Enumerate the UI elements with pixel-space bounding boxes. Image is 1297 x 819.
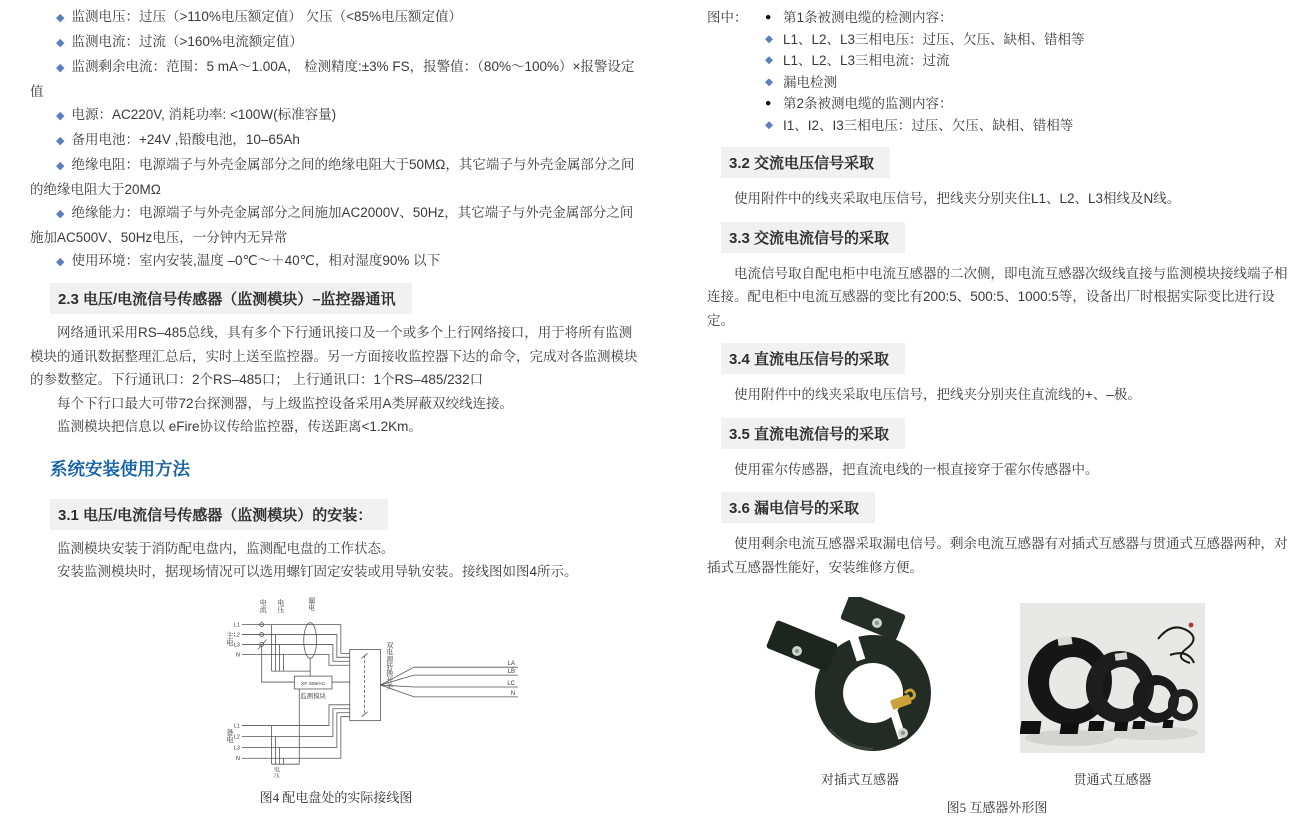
diamond-bullet-icon: ◆ [56,256,65,268]
photo-through-type-ct [1020,603,1205,758]
fig4-out-line-label: LA [507,660,515,667]
spec-bullet [30,103,642,128]
diamond-bullet-icon: ◆ [56,37,65,49]
fig4-main-line-label: L2 [233,632,240,639]
note-text: 第2条被测电缆的监测内容： [783,96,953,111]
left-column [30,0,642,806]
figure4-caption: 图4 配电盘处的实际接线图 [259,789,413,805]
fig4-switch-label: 双电源转换开关 [384,640,392,690]
spec-text: 绝缘电阻：电源端子与外壳金属部分之间的绝缘电阻大于50MΩ，其它端子与外壳金属部分之间的绝缘电阻大于20MΩ [30,157,635,197]
circle-bullet-icon: ● [765,11,772,23]
spec-text: 监测电流：过流（>160%电流额定值） [71,34,303,49]
spec-text: 监测剩余电流：范围：5 mA～1.00A， 检测精度:±3% FS，报警值：（80%～100%）×报警设定值 [30,59,635,99]
spec-bullet [30,5,642,30]
note-item [765,7,1085,29]
note-text: L1、L2、L3三相电压：过压、欠压、缺相、错相等 [783,31,1085,47]
section-heading-3-6: 3.6 漏电信号的采取 [721,492,875,523]
diamond-bullet-icon: ◆ [765,118,774,131]
diamond-bullet-icon: ◆ [56,160,65,172]
fig4-module-model: XF-309/AC [300,681,326,687]
spec-bullet [30,55,642,103]
section-3-1-paragraph: 安装监测模块时，据现场情况可以选用螺钉固定安装或用导轨安装。接线图如图4所示。 [57,564,578,579]
note-item [765,72,1085,94]
spec-text: 使用环境：室内安装,温度 –0℃～＋40℃，相对湿度90% 以下 [71,253,441,268]
figure5 [707,593,1295,819]
section-3-1-paragraph: 监测模块安装于消防配电盘内，监测配电盘的工作状态。 [57,540,395,556]
section-3-6-paragraph: 使用剩余电流互感器采取漏电信号。剩余电流互感器有对插式互感器与贯通式互感器两种，对插式互感器性能好，安装维修方便。 [707,536,1288,575]
fig4-out-line-label: LB [507,668,515,675]
fig4-label-leakage: 漏电 [306,596,314,611]
note-item [765,115,1085,137]
diamond-bullet-icon: ◆ [56,12,65,24]
figure-notes-label: 图中： [707,10,748,25]
diamond-bullet-icon: ◆ [765,75,774,88]
fig4-label-current: 电流 [258,598,266,613]
note-text: I1、I2、I3三相电压：过压、欠压、缺相、错相等 [783,117,1074,133]
note-text: 漏电检测 [783,74,837,90]
figure-notes [707,0,1295,136]
fig4-label-main-power: 主电 [225,631,235,646]
section-3-2-paragraph: 使用附件中的线夹采取电压信号，把线夹分别夹住L1、L2、L3相线及N线。 [734,191,1181,206]
section-heading-3-5: 3.5 直流电流信号的采取 [721,418,905,449]
section-heading-3-1: 3.1 电压/电流信号传感器（监测模块）的安装： [50,499,388,530]
section-2-3-paragraph: 网络通讯采用RS–485总线，具有多个下行通讯接口及一个或多个上行网络接口，用于将所有监测模块的通讯数据整理汇总后，实时上送至监控器。另一方面接收监控器下达的命令，完成对各监测模块的参数整定。下行通讯口：2个RS–485口； 上行通讯口：1个RS–485/232口 [30,325,638,387]
photo-left-caption: 对插式互感器 [820,772,899,787]
spec-text: 绝缘能力：电源端子与外壳金属部分之间施加AC2000V、50Hz，其它端子与外壳金属部分之间施加AC500V、50Hz电压，一分钟内无异常 [30,205,634,245]
section-3-5-paragraph: 使用霍尔传感器，把直流电线的一根直接穿于霍尔传感器中。 [734,461,1099,477]
spec-bullet [30,249,642,274]
figure5-caption: 图5 互感器外形图 [946,800,1048,815]
spec-bullet [30,30,642,55]
spec-bullet [30,153,642,201]
diamond-bullet-icon: ◆ [765,32,774,45]
fig4-label-backup-power: 备电 [225,728,235,743]
photo-split-type-ct [755,597,965,770]
section-heading-2-3: 2.3 电压/电流信号传感器（监测模块）–监控器通讯 [50,283,412,314]
fig4-main-line-label: L1 [233,622,240,629]
fig4-backup-line-label: L1 [233,723,240,730]
fig4-backup-line-label: N [235,755,240,762]
diamond-bullet-icon: ◆ [56,62,65,74]
circle-bullet-icon: ● [765,97,772,109]
section-heading-3-2: 3.2 交流电压信号采取 [721,147,890,178]
spec-text: 备用电池：+24V ,铅酸电池，10–65Ah [71,132,300,147]
diamond-bullet-icon: ◆ [56,135,65,147]
diamond-bullet-icon: ◆ [56,208,65,220]
note-item [765,50,1085,72]
fig4-backup-line-label: L2 [233,733,240,740]
fig4-main-line-label: L3 [233,641,240,648]
diamond-bullet-icon: ◆ [56,110,65,122]
section-heading-3-4: 3.4 直流电压信号的采取 [721,343,905,374]
section-3-4-paragraph: 使用附件中的线夹采取电压信号，把线夹分别夹住直流线的+、–极。 [734,387,1141,402]
spec-bullet [30,201,642,249]
figure4-wiring-diagram [220,592,642,785]
section-heading-3-3: 3.3 交流电流信号的采取 [721,222,905,253]
section-2-3-paragraph: 每个下行口最大可带72台探测器，与上级监控设备采用A类屏蔽双绞线连接。 [57,395,514,411]
fig4-label-voltage-bottom: 电压 [272,765,279,778]
spec-text: 监测电压：过压（>110%电压额定值） 欠压（<85%电压额定值） [71,9,463,24]
right-column [707,0,1295,819]
note-item [765,29,1085,51]
note-text: L1、L2、L3三相电流：过流 [783,53,950,68]
chapter-title: 系统安装使用方法 [50,458,190,479]
spec-bullet [30,128,642,153]
fig4-module-name: 监测模块 [300,692,326,700]
fig4-main-line-label: N [235,651,240,658]
fig4-out-line-label: LC [507,680,515,687]
photo-right-caption: 贯通式互感器 [1073,772,1152,787]
section-2-3-paragraph: 监测模块把信息以 eFire协议传给监控器，传送距离<1.2Km。 [57,419,422,434]
diamond-bullet-icon: ◆ [765,54,774,66]
section-3-3-paragraph: 电流信号取自配电柜中电流互感器的二次侧，即电流互感器次级线直接与监测模块接线端子相连接。配电柜中电流互感器的变比有200:5、500:5、1000:5等，设备出厂时根据实际变比进行设定。 [707,265,1288,328]
note-text: 第1条被测电缆的检测内容： [783,10,953,25]
note-item [765,93,1085,115]
spec-text: 电源：AC220V, 消耗功率: <100W(标准容量) [71,107,337,122]
figure-notes-list [765,7,1085,136]
fig4-out-line-label: N [510,690,515,697]
fig4-label-voltage: 电压 [275,598,283,613]
fig4-backup-line-label: L3 [233,744,240,751]
